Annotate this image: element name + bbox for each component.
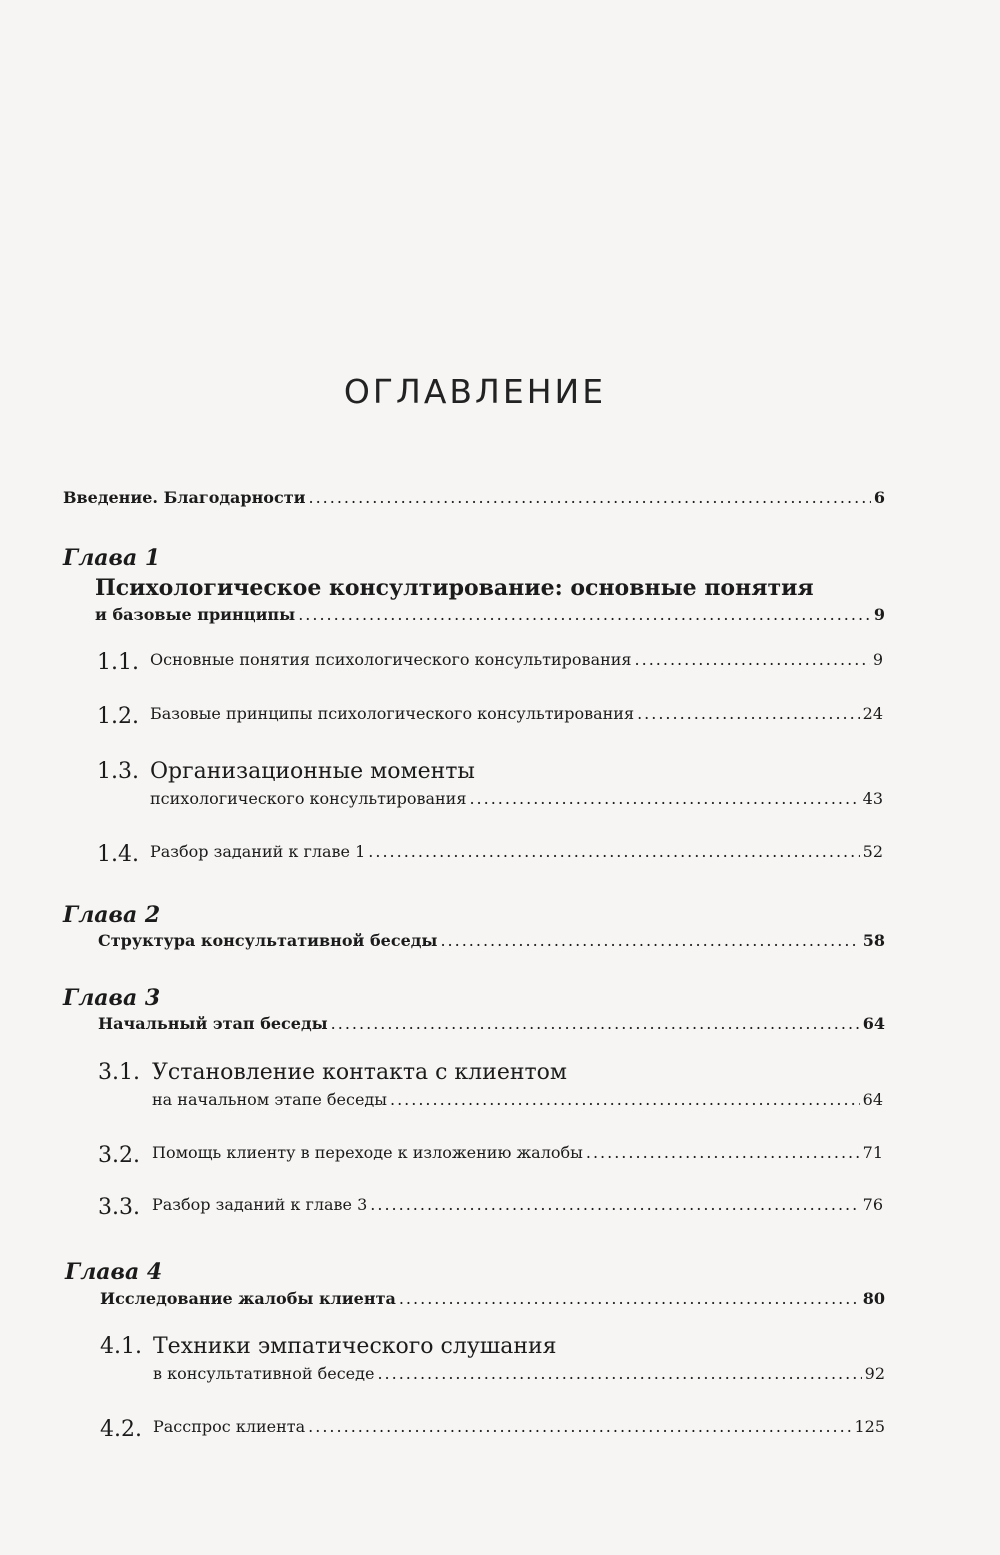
toc-entry-section[interactable] bbox=[150, 704, 883, 723]
section-title: Разбор заданий к главе 1 bbox=[150, 842, 366, 861]
chapter-title: Начальный этап беседы bbox=[98, 1014, 328, 1033]
dot-leader bbox=[586, 1143, 860, 1162]
section-number: 4.1. bbox=[100, 1334, 142, 1359]
dot-leader bbox=[399, 1289, 860, 1308]
toc-page-number: 24 bbox=[862, 704, 883, 723]
toc-entry-chapter-1[interactable] bbox=[95, 605, 885, 624]
dot-leader bbox=[440, 931, 859, 950]
section-number: 1.3. bbox=[97, 759, 139, 784]
section-number: 4.2. bbox=[100, 1417, 142, 1442]
toc-page-number: 125 bbox=[854, 1417, 885, 1436]
toc-page-number: 92 bbox=[864, 1364, 885, 1383]
section-title: Расспрос клиента bbox=[153, 1417, 306, 1436]
dot-leader bbox=[377, 1364, 861, 1383]
toc-entry-intro[interactable] bbox=[63, 488, 885, 507]
chapter-title: Структура консультативной беседы bbox=[98, 931, 438, 950]
toc-entry-chapter-2[interactable] bbox=[98, 931, 885, 950]
chapter-label: Глава 3 bbox=[63, 985, 161, 1011]
section-number: 1.1. bbox=[97, 650, 139, 675]
toc-page-number: 43 bbox=[862, 789, 883, 808]
chapter-title-cont: и базовые принципы bbox=[95, 605, 296, 624]
toc-page-number: 64 bbox=[862, 1090, 883, 1109]
section-title-cont: на начальном этапе беседы bbox=[152, 1090, 387, 1109]
toc-entry-section[interactable] bbox=[150, 842, 883, 861]
toc-entry-section[interactable] bbox=[152, 1143, 883, 1162]
section-number: 1.2. bbox=[97, 704, 139, 729]
toc-page-number: 76 bbox=[862, 1195, 883, 1214]
section-title[interactable]: Техники эмпатического слушания bbox=[153, 1334, 557, 1359]
section-number: 3.3. bbox=[98, 1195, 140, 1220]
section-title[interactable]: Установление контакта с клиентом bbox=[152, 1060, 568, 1085]
section-number: 3.1. bbox=[98, 1060, 140, 1085]
section-number: 3.2. bbox=[98, 1143, 140, 1168]
dot-leader bbox=[637, 704, 860, 723]
toc-entry-section[interactable] bbox=[150, 650, 883, 669]
dot-leader bbox=[390, 1090, 860, 1109]
toc-entry-chapter-4[interactable] bbox=[100, 1289, 885, 1308]
toc-page-number: 58 bbox=[862, 931, 885, 950]
toc-page-number: 64 bbox=[862, 1014, 885, 1033]
section-title: Базовые принципы психологического консультирования bbox=[150, 704, 635, 723]
toc-entry-section[interactable] bbox=[152, 1195, 883, 1214]
toc-entry-section[interactable] bbox=[153, 1417, 885, 1436]
toc-page-number: 80 bbox=[862, 1289, 885, 1308]
dot-leader bbox=[469, 789, 859, 808]
toc-entry-section[interactable] bbox=[152, 1090, 883, 1109]
chapter-title: Исследование жалобы клиента bbox=[100, 1289, 396, 1308]
toc-entry-label: Введение. Благодарности bbox=[63, 488, 306, 507]
toc-page-number: 6 bbox=[873, 488, 885, 507]
toc-entry-section[interactable] bbox=[150, 789, 883, 808]
dot-leader bbox=[370, 1195, 859, 1214]
dot-leader bbox=[298, 605, 871, 624]
toc-page-number: 9 bbox=[873, 605, 885, 624]
toc-page-number: 52 bbox=[862, 842, 883, 861]
section-number: 1.4. bbox=[97, 842, 139, 867]
chapter-label: Глава 1 bbox=[63, 545, 161, 571]
section-title-cont: психологического консультирования bbox=[150, 789, 467, 808]
chapter-title[interactable]: Психологическое консултирование: основные понятия bbox=[95, 575, 814, 601]
dot-leader bbox=[308, 488, 870, 507]
chapter-label: Глава 4 bbox=[65, 1259, 163, 1285]
section-title[interactable]: Организационные моменты bbox=[150, 759, 475, 784]
section-title: Основные понятия психологического консультирования bbox=[150, 650, 632, 669]
toc-page-number: 71 bbox=[862, 1143, 883, 1162]
dot-leader bbox=[635, 650, 870, 669]
section-title: Разбор заданий к главе 3 bbox=[152, 1195, 368, 1214]
chapter-label: Глава 2 bbox=[63, 902, 161, 928]
dot-leader bbox=[331, 1014, 860, 1033]
toc-entry-section[interactable] bbox=[153, 1364, 885, 1383]
section-title: Помощь клиенту в переходе к изложению жалобы bbox=[152, 1143, 583, 1162]
dot-leader bbox=[308, 1417, 851, 1436]
section-title-cont: в консультативной беседе bbox=[153, 1364, 375, 1383]
page-title: ОГЛАВЛЕНИЕ bbox=[343, 372, 607, 411]
toc-entry-chapter-3[interactable] bbox=[98, 1014, 885, 1033]
dot-leader bbox=[368, 842, 859, 861]
toc-page-number: 9 bbox=[872, 650, 883, 669]
